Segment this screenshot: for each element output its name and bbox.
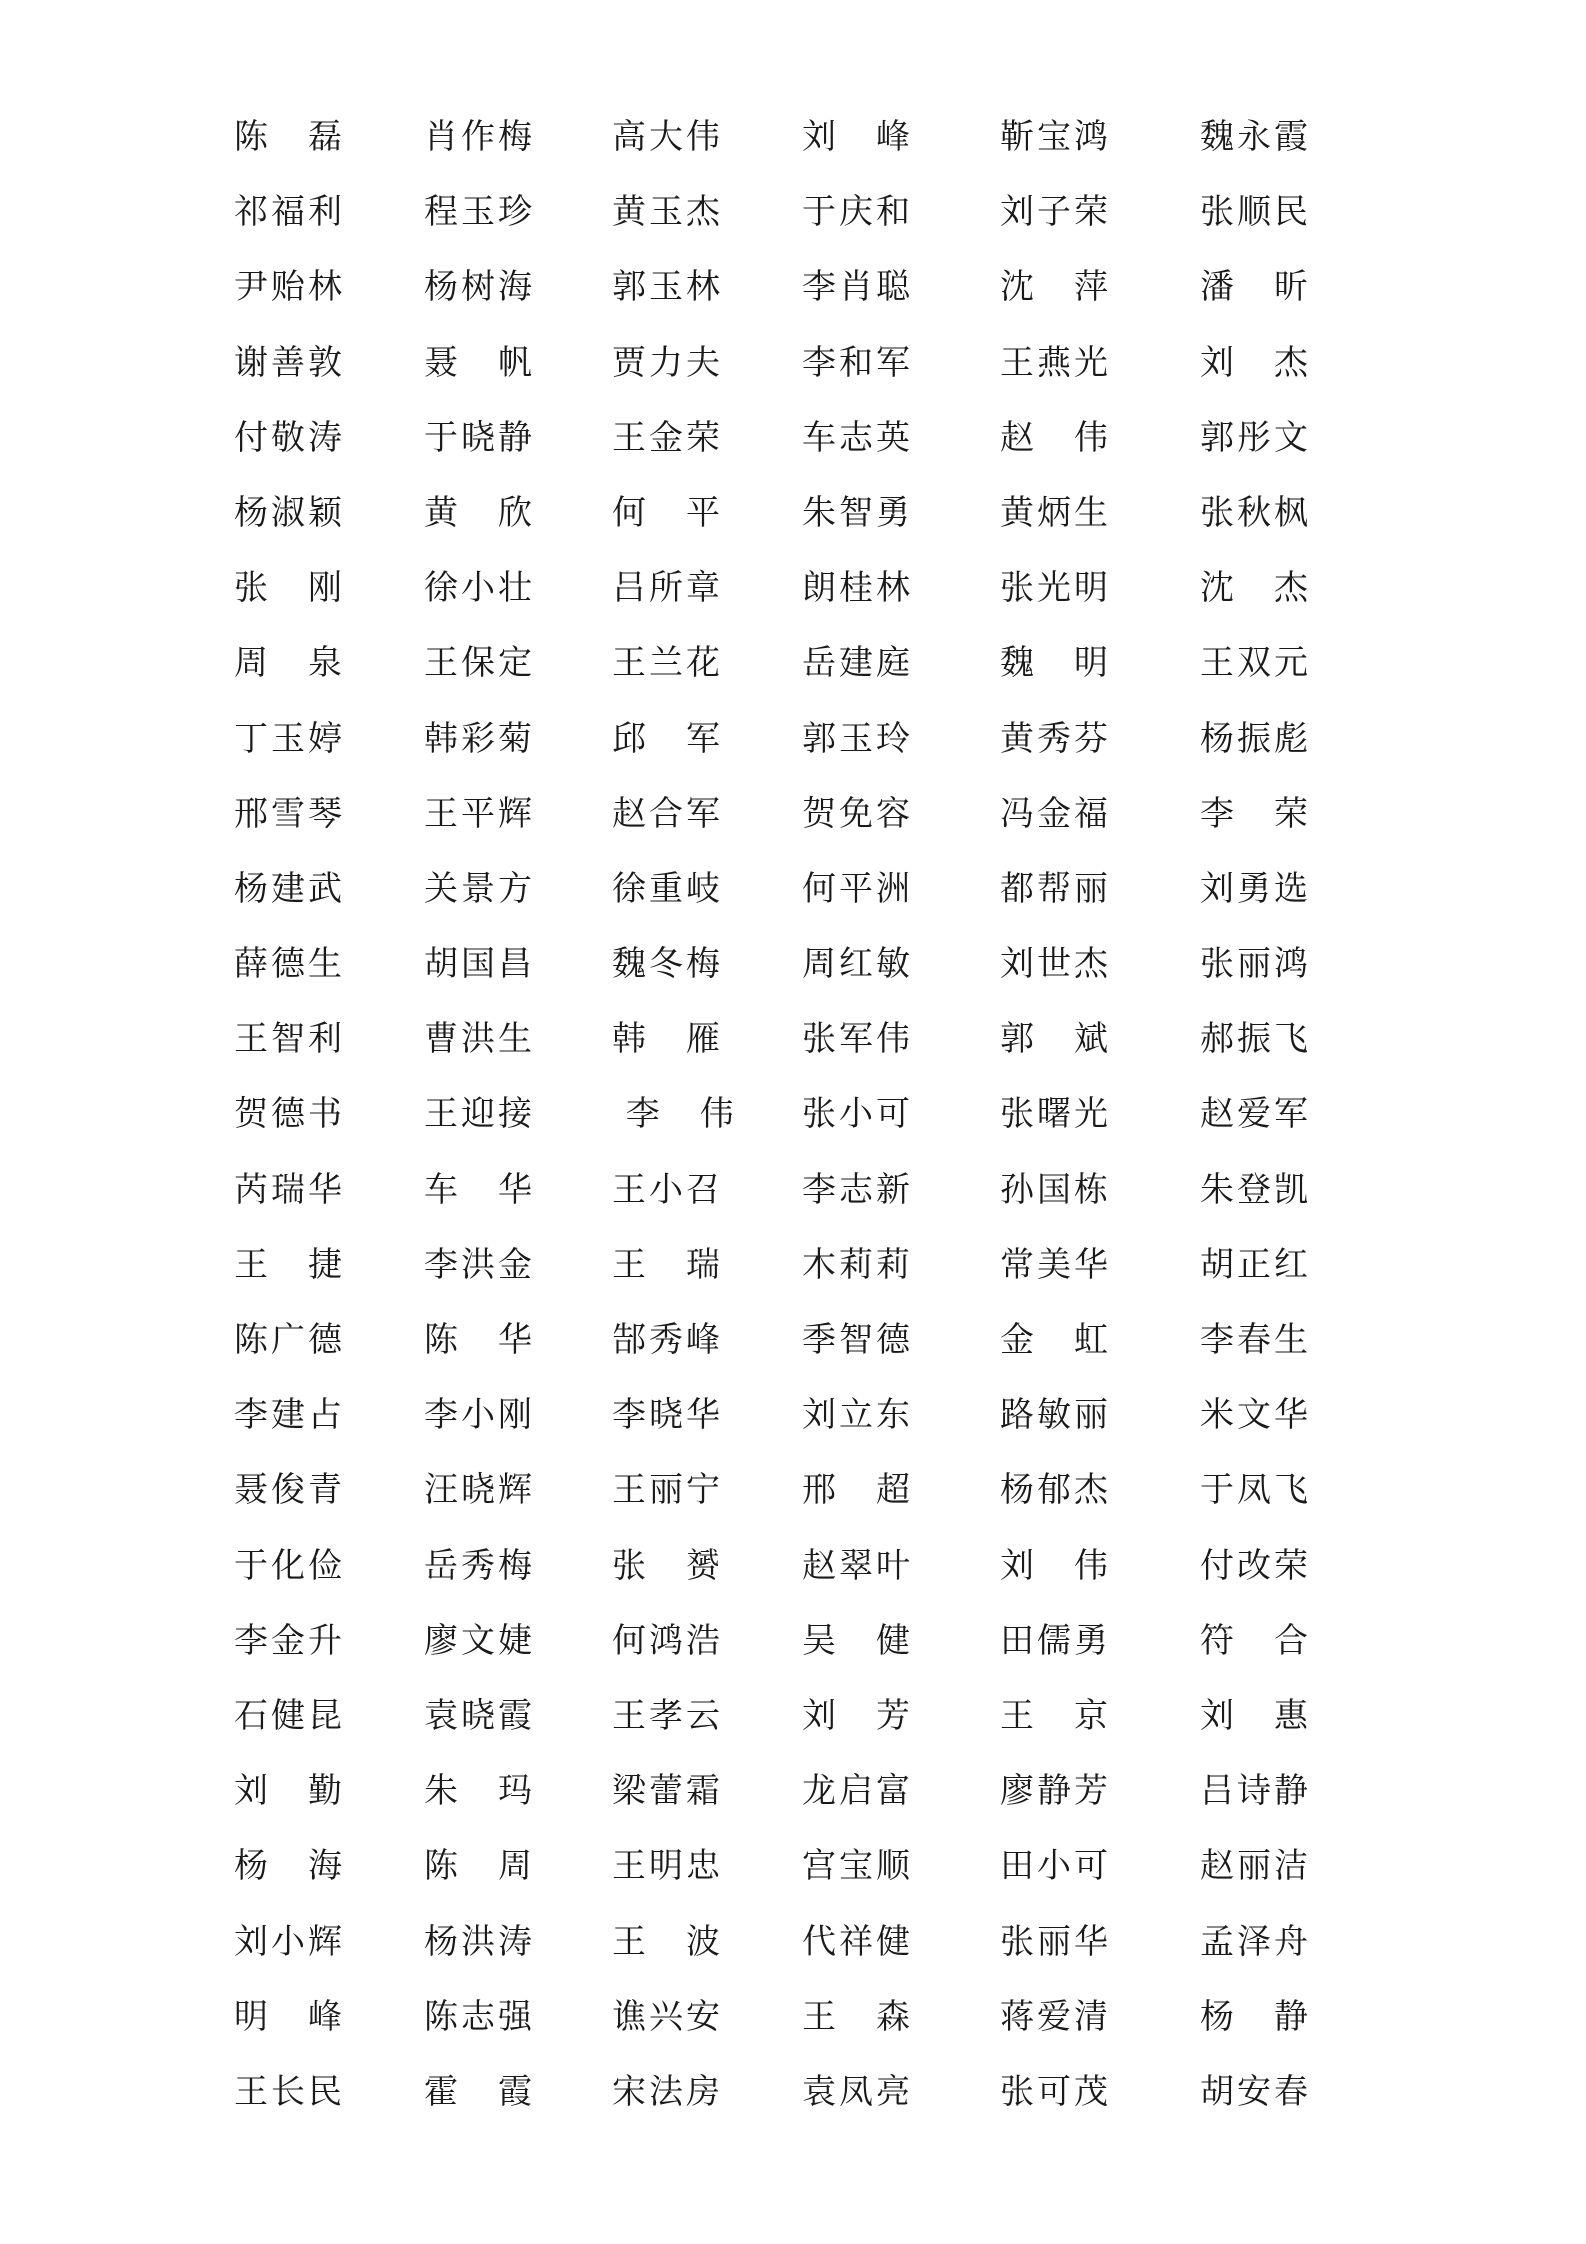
person-name: 刘 勤 bbox=[234, 1771, 345, 1812]
name-row bbox=[234, 1014, 1354, 1089]
person-name: 魏永霞 bbox=[1200, 117, 1311, 157]
name-row bbox=[234, 1841, 1354, 1916]
person-name: 刘 伟 bbox=[1000, 1545, 1111, 1586]
name-row bbox=[234, 1616, 1354, 1691]
person-name: 徐小壮 bbox=[424, 568, 535, 609]
name-row bbox=[234, 1465, 1354, 1540]
person-name: 沈 杰 bbox=[1200, 568, 1311, 609]
person-name: 李小刚 bbox=[424, 1395, 535, 1436]
person-name: 祁福利 bbox=[234, 192, 345, 233]
name-row bbox=[234, 413, 1354, 488]
person-name: 梁蕾霜 bbox=[612, 1771, 723, 1812]
person-name: 王金荣 bbox=[612, 417, 723, 458]
person-name: 张秋枫 bbox=[1200, 492, 1311, 533]
person-name: 陈 周 bbox=[424, 1846, 535, 1887]
person-name: 张可茂 bbox=[1000, 2071, 1111, 2112]
person-name: 胡正红 bbox=[1200, 1244, 1311, 1285]
person-name: 杨郁杰 bbox=[1000, 1470, 1111, 1511]
person-name: 赵合军 bbox=[612, 793, 723, 834]
person-name: 路敏丽 bbox=[1000, 1395, 1111, 1436]
person-name: 胡安春 bbox=[1200, 2071, 1311, 2112]
person-name: 程玉珍 bbox=[424, 192, 535, 233]
person-name: 宫宝顺 bbox=[802, 1846, 913, 1887]
person-name: 石健昆 bbox=[234, 1695, 345, 1736]
name-row bbox=[234, 1766, 1354, 1841]
name-row bbox=[234, 939, 1354, 1014]
person-name: 杨洪涛 bbox=[424, 1921, 535, 1962]
name-row bbox=[234, 1992, 1354, 2067]
person-name: 吕所章 bbox=[612, 568, 723, 609]
person-name: 郭玉林 bbox=[612, 267, 723, 308]
name-row bbox=[234, 488, 1354, 563]
person-name: 高大伟 bbox=[612, 117, 723, 157]
person-name: 周 泉 bbox=[234, 643, 345, 684]
person-name: 赵翠叶 bbox=[802, 1545, 913, 1586]
person-name: 黄秀芬 bbox=[1000, 718, 1111, 759]
person-name: 张光明 bbox=[1000, 568, 1111, 609]
name-row bbox=[234, 1541, 1354, 1616]
person-name: 冯金福 bbox=[1000, 793, 1111, 834]
person-name: 刘 峰 bbox=[802, 117, 913, 157]
person-name: 刘 杰 bbox=[1200, 342, 1311, 383]
name-row bbox=[234, 112, 1354, 187]
person-name: 杨振彪 bbox=[1200, 718, 1311, 759]
person-name: 吴 健 bbox=[802, 1620, 913, 1661]
person-name: 张 刚 bbox=[234, 568, 345, 609]
person-name: 王保定 bbox=[424, 643, 535, 684]
person-name: 李和军 bbox=[802, 342, 913, 383]
name-row bbox=[234, 1691, 1354, 1766]
person-name: 刘世杰 bbox=[1000, 944, 1111, 985]
person-name: 王平辉 bbox=[424, 793, 535, 834]
person-name: 何 平 bbox=[612, 492, 723, 533]
person-name: 贺德书 bbox=[234, 1094, 345, 1135]
person-name: 朱 玛 bbox=[424, 1771, 535, 1812]
person-name: 刘立东 bbox=[802, 1395, 913, 1436]
person-name: 王小召 bbox=[612, 1169, 723, 1210]
person-name: 赵爱军 bbox=[1200, 1094, 1311, 1135]
person-name: 何鸿浩 bbox=[612, 1620, 723, 1661]
person-name: 何平洲 bbox=[802, 868, 913, 909]
person-name: 王双元 bbox=[1200, 643, 1311, 684]
person-name: 刘小辉 bbox=[234, 1921, 345, 1962]
person-name: 常美华 bbox=[1000, 1244, 1111, 1285]
person-name: 吕诗静 bbox=[1200, 1771, 1311, 1812]
person-name: 于化俭 bbox=[234, 1545, 345, 1586]
person-name: 王 京 bbox=[1000, 1695, 1111, 1736]
person-name: 明 峰 bbox=[234, 1996, 345, 2037]
person-name: 韩彩菊 bbox=[424, 718, 535, 759]
person-name: 季智德 bbox=[802, 1320, 913, 1360]
person-name: 李志新 bbox=[802, 1169, 913, 1210]
person-name: 蒋爱清 bbox=[1000, 1996, 1111, 2037]
name-row bbox=[234, 1917, 1354, 1992]
name-row bbox=[234, 2067, 1354, 2142]
name-row bbox=[234, 864, 1354, 939]
person-name: 薛德生 bbox=[234, 944, 345, 985]
person-name: 聂俊青 bbox=[234, 1470, 345, 1511]
name-row bbox=[234, 1315, 1354, 1390]
person-name: 邱 军 bbox=[612, 718, 723, 759]
person-name: 郭 斌 bbox=[1000, 1019, 1111, 1060]
person-name: 于凤飞 bbox=[1200, 1470, 1311, 1511]
person-name: 杨 海 bbox=[234, 1846, 345, 1887]
name-list-grid bbox=[234, 112, 1354, 2142]
name-row bbox=[234, 563, 1354, 638]
person-name: 赵丽洁 bbox=[1200, 1846, 1311, 1887]
person-name: 赵 伟 bbox=[1000, 417, 1111, 458]
person-name: 魏冬梅 bbox=[612, 944, 723, 985]
person-name: 袁凤亮 bbox=[802, 2071, 913, 2112]
person-name: 徐重岐 bbox=[612, 868, 723, 909]
person-name: 廖文婕 bbox=[424, 1620, 535, 1661]
person-name: 李春生 bbox=[1200, 1320, 1311, 1360]
person-name: 黄炳生 bbox=[1000, 492, 1111, 533]
person-name: 靳宝鸿 bbox=[1000, 117, 1111, 157]
person-name: 朱智勇 bbox=[802, 492, 913, 533]
person-name: 王迎接 bbox=[424, 1094, 535, 1135]
name-row bbox=[234, 1089, 1354, 1164]
person-name: 郝振飞 bbox=[1200, 1019, 1311, 1060]
person-name: 符 合 bbox=[1200, 1620, 1311, 1661]
person-name: 李肖聪 bbox=[802, 267, 913, 308]
person-name: 张顺民 bbox=[1200, 192, 1311, 233]
name-row bbox=[234, 338, 1354, 413]
person-name: 王智利 bbox=[234, 1019, 345, 1060]
person-name: 朱登凯 bbox=[1200, 1169, 1311, 1210]
person-name: 韩 雁 bbox=[612, 1019, 723, 1060]
name-row bbox=[234, 638, 1354, 713]
person-name: 曹洪生 bbox=[424, 1019, 535, 1060]
person-name: 张 赟 bbox=[612, 1545, 723, 1586]
person-name: 李 荣 bbox=[1200, 793, 1311, 834]
person-name: 尹贻林 bbox=[234, 267, 345, 308]
person-name: 张曙光 bbox=[1000, 1094, 1111, 1135]
person-name: 刘 惠 bbox=[1200, 1695, 1311, 1736]
person-name: 魏 明 bbox=[1000, 643, 1111, 684]
person-name: 杨淑颖 bbox=[234, 492, 345, 533]
person-name: 李洪金 bbox=[424, 1244, 535, 1285]
name-row bbox=[234, 1165, 1354, 1240]
person-name: 都帮丽 bbox=[1000, 868, 1111, 909]
person-name: 李金升 bbox=[234, 1620, 345, 1661]
person-name: 芮瑞华 bbox=[234, 1169, 345, 1210]
person-name: 刘子荣 bbox=[1000, 192, 1111, 233]
person-name: 陈 华 bbox=[424, 1320, 535, 1360]
person-name: 宋法房 bbox=[612, 2071, 723, 2112]
person-name: 王 森 bbox=[802, 1996, 913, 2037]
person-name: 聂 帆 bbox=[424, 342, 535, 383]
person-name: 车志英 bbox=[802, 417, 913, 458]
person-name: 袁晓霞 bbox=[424, 1695, 535, 1736]
person-name: 王明忠 bbox=[612, 1846, 723, 1887]
person-name: 沈 萍 bbox=[1000, 267, 1111, 308]
person-name: 邢雪琴 bbox=[234, 793, 345, 834]
person-name: 孟泽舟 bbox=[1200, 1921, 1311, 1962]
person-name: 汪晓辉 bbox=[424, 1470, 535, 1511]
name-row bbox=[234, 187, 1354, 262]
person-name: 木莉莉 bbox=[802, 1244, 913, 1285]
person-name: 李晓华 bbox=[612, 1395, 723, 1436]
person-name: 王 波 bbox=[612, 1921, 723, 1962]
person-name: 杨树海 bbox=[424, 267, 535, 308]
person-name: 霍 霞 bbox=[424, 2071, 535, 2112]
name-row bbox=[234, 1240, 1354, 1315]
name-row bbox=[234, 262, 1354, 337]
person-name: 米文华 bbox=[1200, 1395, 1311, 1436]
person-name: 谯兴安 bbox=[612, 1996, 723, 2037]
person-name: 代祥健 bbox=[802, 1921, 913, 1962]
person-name: 刘勇选 bbox=[1200, 868, 1311, 909]
person-name: 杨 静 bbox=[1200, 1996, 1311, 2037]
person-name: 田儒勇 bbox=[1000, 1620, 1111, 1661]
person-name: 王长民 bbox=[234, 2071, 345, 2112]
person-name: 王 瑞 bbox=[612, 1244, 723, 1285]
person-name: 廖静芳 bbox=[1000, 1771, 1111, 1812]
person-name: 王丽宁 bbox=[612, 1470, 723, 1511]
person-name: 于庆和 bbox=[802, 192, 913, 233]
person-name: 贾力夫 bbox=[612, 342, 723, 383]
person-name: 李 伟 bbox=[612, 1094, 737, 1135]
person-name: 周红敏 bbox=[802, 944, 913, 985]
name-row bbox=[234, 1390, 1354, 1465]
person-name: 朗桂林 bbox=[802, 568, 913, 609]
person-name: 陈 磊 bbox=[234, 117, 345, 157]
person-name: 岳建庭 bbox=[802, 643, 913, 684]
person-name: 胡国昌 bbox=[424, 944, 535, 985]
person-name: 潘 昕 bbox=[1200, 267, 1311, 308]
person-name: 杨建武 bbox=[234, 868, 345, 909]
person-name: 岳秀梅 bbox=[424, 1545, 535, 1586]
person-name: 郜秀峰 bbox=[612, 1320, 723, 1360]
person-name: 张军伟 bbox=[802, 1019, 913, 1060]
person-name: 田小可 bbox=[1000, 1846, 1111, 1887]
person-name: 李建占 bbox=[234, 1395, 345, 1436]
person-name: 郭玉玲 bbox=[802, 718, 913, 759]
person-name: 谢善敦 bbox=[234, 342, 345, 383]
person-name: 付改荣 bbox=[1200, 1545, 1311, 1586]
person-name: 王 捷 bbox=[234, 1244, 345, 1285]
person-name: 陈广德 bbox=[234, 1320, 345, 1360]
person-name: 车 华 bbox=[424, 1169, 535, 1210]
person-name: 肖作梅 bbox=[424, 117, 535, 157]
person-name: 丁玉婷 bbox=[234, 718, 345, 759]
person-name: 于晓静 bbox=[424, 417, 535, 458]
person-name: 刘 芳 bbox=[802, 1695, 913, 1736]
person-name: 黄 欣 bbox=[424, 492, 535, 533]
person-name: 王燕光 bbox=[1000, 342, 1111, 383]
person-name: 张小可 bbox=[802, 1094, 913, 1135]
person-name: 张丽鸿 bbox=[1200, 944, 1311, 985]
person-name: 陈志强 bbox=[424, 1996, 535, 2037]
person-name: 王兰花 bbox=[612, 643, 723, 684]
person-name: 邢 超 bbox=[802, 1470, 913, 1511]
person-name: 关景方 bbox=[424, 868, 535, 909]
person-name: 黄玉杰 bbox=[612, 192, 723, 233]
person-name: 付敬涛 bbox=[234, 417, 345, 458]
person-name: 郭彤文 bbox=[1200, 417, 1311, 458]
name-row bbox=[234, 789, 1354, 864]
person-name: 龙启富 bbox=[802, 1771, 913, 1812]
person-name: 孙国栋 bbox=[1000, 1169, 1111, 1210]
person-name: 金 虹 bbox=[1000, 1320, 1111, 1360]
person-name: 贺免容 bbox=[802, 793, 913, 834]
name-row bbox=[234, 714, 1354, 789]
person-name: 张丽华 bbox=[1000, 1921, 1111, 1962]
person-name: 王孝云 bbox=[612, 1695, 723, 1736]
